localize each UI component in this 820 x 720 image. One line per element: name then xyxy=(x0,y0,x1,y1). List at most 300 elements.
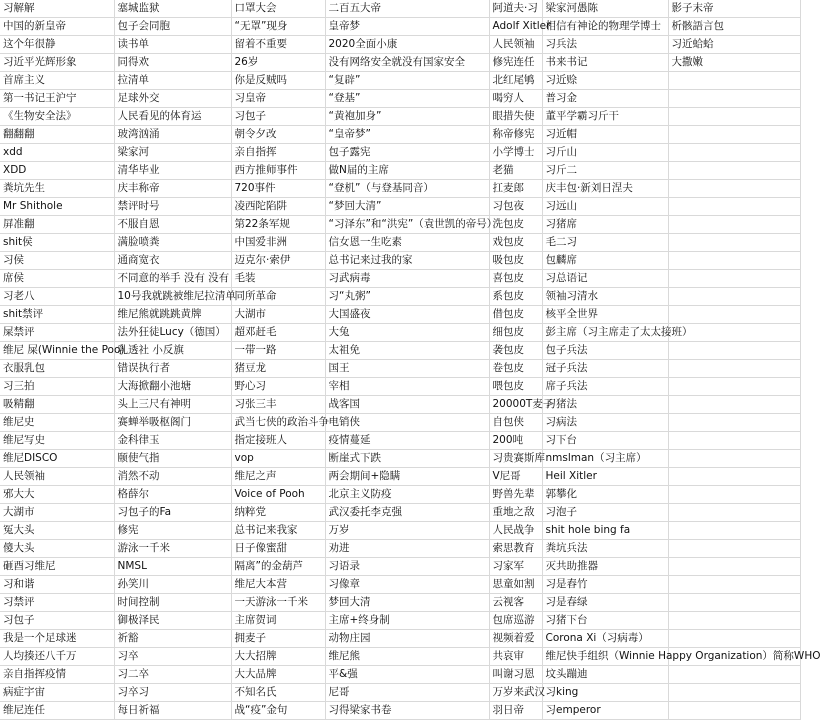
table-cell[interactable]: 习像章 xyxy=(325,576,489,594)
table-cell[interactable]: 祈豁 xyxy=(114,630,231,648)
table-cell[interactable]: 毛装 xyxy=(231,270,325,288)
table-cell[interactable]: 玻湾汹涌 xyxy=(114,126,231,144)
table-cell[interactable] xyxy=(668,342,800,360)
table-cell[interactable]: 老猫 xyxy=(489,162,542,180)
table-cell[interactable]: 时间控制 xyxy=(114,594,231,612)
table-cell[interactable]: 包席巡游 xyxy=(489,612,542,630)
table-cell[interactable]: 大海掀翻小池塘 xyxy=(114,378,231,396)
table-cell[interactable] xyxy=(668,360,800,378)
table-cell[interactable]: 日子像蜜甜 xyxy=(231,540,325,558)
table-cell[interactable] xyxy=(668,558,800,576)
table-cell[interactable]: 包子露宪 xyxy=(325,144,489,162)
table-cell[interactable]: 戏包皮 xyxy=(489,234,542,252)
table-row xyxy=(0,486,800,504)
table-cell[interactable]: 断崖式下跌 xyxy=(325,450,489,468)
table-cell[interactable]: 同得欢 xyxy=(114,54,231,72)
table-cell[interactable]: 傻大头 xyxy=(0,540,114,558)
table-cell[interactable]: 习包子 xyxy=(0,612,114,630)
table-cell[interactable] xyxy=(668,540,800,558)
table-cell[interactable]: 你是反贼吗 xyxy=(231,72,325,90)
table-row xyxy=(0,450,800,468)
table-row xyxy=(0,126,800,144)
table-cell[interactable]: 庆丰包·新刘日涅夫 xyxy=(542,180,668,198)
table-cell[interactable]: 朝令夕改 xyxy=(231,126,325,144)
table-cell[interactable] xyxy=(668,234,800,252)
table-cell[interactable] xyxy=(668,684,800,702)
table-cell[interactable]: 包麟席 xyxy=(542,252,668,270)
table-cell[interactable]: 720事件 xyxy=(231,180,325,198)
table-cell[interactable]: 清华毕业 xyxy=(114,162,231,180)
table-cell[interactable]: 中国爱非洲 xyxy=(231,234,325,252)
table-cell[interactable]: Voice of Pooh xyxy=(231,486,325,504)
table-cell[interactable]: 战客国 xyxy=(325,396,489,414)
table-cell[interactable]: 人民领袖 xyxy=(489,36,542,54)
table-cell[interactable]: 习猪席 xyxy=(542,216,668,234)
table-cell[interactable]: 坟头蹦迪 xyxy=(542,666,668,684)
table-cell[interactable]: 塞城监狱 xyxy=(114,0,231,18)
table-row xyxy=(0,702,800,720)
table-cell[interactable]: “登基” xyxy=(325,90,489,108)
table-cell[interactable]: Mr Shithole xyxy=(0,198,114,216)
table-cell[interactable]: 口罩大会 xyxy=(231,0,325,18)
table-cell[interactable]: “无罩”现身 xyxy=(231,18,325,36)
table-cell[interactable]: 人民战争 xyxy=(489,522,542,540)
table-cell[interactable]: 猪豆龙 xyxy=(231,360,325,378)
table-cell[interactable]: 宰相 xyxy=(325,378,489,396)
table-row xyxy=(0,630,800,648)
table-cell[interactable]: 读书单 xyxy=(114,36,231,54)
table-cell[interactable]: 赛蝉举吸枢阁门 xyxy=(114,414,231,432)
table-cell[interactable]: 习包夜 xyxy=(489,198,542,216)
table-cell[interactable]: 屏准翻 xyxy=(0,216,114,234)
table-cell[interactable]: shit禁评 xyxy=(0,306,114,324)
table-row xyxy=(0,216,800,234)
table-cell[interactable]: 维尼 屎(Winnie the Poo) xyxy=(0,342,114,360)
table-cell[interactable]: Adolf Xitler xyxy=(489,18,542,36)
table-cell[interactable]: 人民领袖 xyxy=(0,468,114,486)
table-cell[interactable]: 系包皮 xyxy=(489,288,542,306)
table-cell[interactable]: 26岁 xyxy=(231,54,325,72)
table-cell[interactable]: 总书记来过我的家 xyxy=(325,252,489,270)
table-cell[interactable]: 习三拍 xyxy=(0,378,114,396)
table-cell[interactable]: V尼哥 xyxy=(489,468,542,486)
table-cell[interactable]: 病症宇宙 xyxy=(0,684,114,702)
table-cell[interactable]: 影子末帝 xyxy=(668,0,800,18)
table-cell[interactable]: 习张三丰 xyxy=(231,396,325,414)
table-cell[interactable]: 大湖市 xyxy=(231,306,325,324)
table-cell[interactable] xyxy=(668,270,800,288)
table-cell[interactable]: 不知名氏 xyxy=(231,684,325,702)
table-cell[interactable]: 习贵赛斯库 xyxy=(489,450,542,468)
table-cell[interactable]: 习近赊 xyxy=(542,72,668,90)
table-cell[interactable]: vop xyxy=(231,450,325,468)
table-cell[interactable]: 维尼史 xyxy=(0,414,114,432)
table-cell[interactable]: 重地之敌 xyxy=(489,504,542,522)
table-cell[interactable]: 中国的新皇帝 xyxy=(0,18,114,36)
table-cell[interactable]: 习king xyxy=(542,684,668,702)
table-cell[interactable]: 错误执行者 xyxy=(114,360,231,378)
table-cell[interactable]: 习侯 xyxy=(0,252,114,270)
table-cell[interactable]: 共哀审 xyxy=(489,648,542,666)
table-cell[interactable]: 书来书记 xyxy=(542,54,668,72)
table-cell[interactable]: 席子兵法 xyxy=(542,378,668,396)
table-cell[interactable]: 包子会同胞 xyxy=(114,18,231,36)
table-cell[interactable]: 禁评时号 xyxy=(114,198,231,216)
table-cell[interactable]: 邪大大 xyxy=(0,486,114,504)
table-cell[interactable]: 大大招牌 xyxy=(231,648,325,666)
table-cell[interactable] xyxy=(668,630,800,648)
table-cell[interactable]: 阿道夫·习 xyxy=(489,0,542,18)
table-cell[interactable]: 习和谐 xyxy=(0,576,114,594)
table-cell[interactable]: 衣服乳包 xyxy=(0,360,114,378)
table-cell[interactable] xyxy=(668,288,800,306)
table-cell[interactable] xyxy=(668,90,800,108)
table-cell[interactable]: 眼措失使 xyxy=(489,108,542,126)
table-cell[interactable]: 视频着爱 xyxy=(489,630,542,648)
table-cell[interactable]: 不同意的举手 没有 没有 xyxy=(114,270,231,288)
table-cell[interactable]: 习包子 xyxy=(231,108,325,126)
table-cell[interactable]: 野心习 xyxy=(231,378,325,396)
table-row xyxy=(0,504,800,522)
table-cell[interactable]: 金科律玉 xyxy=(114,432,231,450)
table-cell[interactable]: 10号我就跳被维尼拉清单 xyxy=(114,288,231,306)
table-cell[interactable]: 人民看见的体育运 xyxy=(114,108,231,126)
table-cell[interactable]: 袭包皮 xyxy=(489,342,542,360)
table-cell[interactable]: 太祖免 xyxy=(325,342,489,360)
table-cell[interactable]: 拉清单 xyxy=(114,72,231,90)
table-cell[interactable]: 一带一路 xyxy=(231,342,325,360)
table-cell[interactable]: 野兽先辈 xyxy=(489,486,542,504)
table-cell[interactable]: 没有网络安全就没有国家安全 xyxy=(325,54,489,72)
table-cell[interactable] xyxy=(668,414,800,432)
table-cell[interactable]: 习近平光辉形象 xyxy=(0,54,114,72)
table-row xyxy=(0,288,800,306)
table-cell[interactable]: 屎禁评 xyxy=(0,324,114,342)
table-cell[interactable]: 相信有神论的物理学博士 xyxy=(542,18,668,36)
table-row xyxy=(0,342,800,360)
table-cell[interactable]: 习“丸粥” xyxy=(325,288,489,306)
table-cell[interactable]: 万岁来武汉 xyxy=(489,684,542,702)
table-cell[interactable]: 主席+终身制 xyxy=(325,612,489,630)
table-cell[interactable] xyxy=(668,522,800,540)
table-cell[interactable]: 战“疫”金句 xyxy=(231,702,325,720)
table-cell[interactable]: 维尼连任 xyxy=(0,702,114,720)
table-cell[interactable]: 习斤二 xyxy=(542,162,668,180)
table-cell[interactable]: Heil Xitler xyxy=(542,468,668,486)
table-cell[interactable]: Corona Xi（习病毒） xyxy=(542,630,668,648)
table-cell[interactable]: 维尼熊就跳跳黄牌 xyxy=(114,306,231,324)
table-cell[interactable]: 大国盛夜 xyxy=(325,306,489,324)
table-cell[interactable]: 这个年很静 xyxy=(0,36,114,54)
table-cell[interactable]: 二百五大帝 xyxy=(325,0,489,18)
table-cell[interactable]: 梁家河愚陈 xyxy=(542,0,668,18)
table-cell[interactable]: 万岁 xyxy=(325,522,489,540)
table-cell[interactable]: 留着不重要 xyxy=(231,36,325,54)
table-cell[interactable]: 卷包皮 xyxy=(489,360,542,378)
table-cell[interactable]: 孙笑川 xyxy=(114,576,231,594)
table-cell[interactable]: 粪坑兵法 xyxy=(542,540,668,558)
table-cell[interactable]: 习远山 xyxy=(542,198,668,216)
table-cell[interactable]: 习解解 xyxy=(0,0,114,18)
table-cell[interactable]: 尼哥 xyxy=(325,684,489,702)
table-cell[interactable]: 庆丰称帝 xyxy=(114,180,231,198)
table-cell[interactable]: 习猪法 xyxy=(542,396,668,414)
table-cell[interactable]: 维尼熊 xyxy=(325,648,489,666)
table-cell[interactable]: 吸精翻 xyxy=(0,396,114,414)
table-cell[interactable] xyxy=(668,198,800,216)
table-cell[interactable]: 索思教育 xyxy=(489,540,542,558)
table-cell[interactable]: 吸包皮 xyxy=(489,252,542,270)
table-cell[interactable]: 席侯 xyxy=(0,270,114,288)
table-cell[interactable]: 借包皮 xyxy=(489,306,542,324)
table-cell[interactable]: “黄袍加身” xyxy=(325,108,489,126)
table-cell[interactable]: 习老八 xyxy=(0,288,114,306)
table-cell[interactable]: 纳粹党 xyxy=(231,504,325,522)
table-cell[interactable]: 梁家河 xyxy=(114,144,231,162)
table-row xyxy=(0,234,800,252)
table-cell[interactable]: shit侯 xyxy=(0,234,114,252)
table-cell[interactable]: 御极泽民 xyxy=(114,612,231,630)
table-cell[interactable]: 习家军 xyxy=(489,558,542,576)
table-cell[interactable]: 包子兵法 xyxy=(542,342,668,360)
table-cell[interactable]: 喝穷人 xyxy=(489,90,542,108)
table-cell[interactable]: 砸酉习维尼 xyxy=(0,558,114,576)
table-cell[interactable]: 习近蛤蛤 xyxy=(668,36,800,54)
table-cell[interactable]: 头上三尺有神明 xyxy=(114,396,231,414)
table-cell[interactable]: 动物庄园 xyxy=(325,630,489,648)
table-cell[interactable]: 维尼写史 xyxy=(0,432,114,450)
table-cell[interactable]: 维尼之声 xyxy=(231,468,325,486)
table-cell[interactable]: 小学博士 xyxy=(489,144,542,162)
table-cell[interactable]: 迈克尔·索伊 xyxy=(231,252,325,270)
table-cell[interactable]: “复辟” xyxy=(325,72,489,90)
table-cell[interactable]: 彭主席（习主席走了太太接班） xyxy=(542,324,668,342)
table-cell[interactable]: 2020全面小康 xyxy=(325,36,489,54)
table-cell[interactable] xyxy=(668,252,800,270)
table-cell[interactable]: 习卒习 xyxy=(114,684,231,702)
table-cell[interactable]: 修宪连任 xyxy=(489,54,542,72)
table-cell[interactable]: 核平全世界 xyxy=(542,306,668,324)
table-cell[interactable] xyxy=(668,666,800,684)
table-cell[interactable]: 大撒嫩 xyxy=(668,54,800,72)
table-cell[interactable]: 一天游泳一千米 xyxy=(231,594,325,612)
table-cell[interactable]: 习近帽 xyxy=(542,126,668,144)
table-cell[interactable]: 大湖市 xyxy=(0,504,114,522)
table-cell[interactable] xyxy=(668,108,800,126)
table-cell[interactable]: 析骸語言包 xyxy=(668,18,800,36)
table-cell[interactable] xyxy=(668,702,800,720)
table-cell[interactable]: 同所革命 xyxy=(231,288,325,306)
table-cell[interactable]: 习武病毒 xyxy=(325,270,489,288)
table-cell[interactable]: 凌西陀陷阱 xyxy=(231,198,325,216)
table-cell[interactable] xyxy=(668,468,800,486)
table-cell[interactable]: 习斤山 xyxy=(542,144,668,162)
table-cell[interactable] xyxy=(668,72,800,90)
table-cell[interactable]: 不服自恩 xyxy=(114,216,231,234)
table-cell[interactable]: 通商宽衣 xyxy=(114,252,231,270)
table-cell[interactable]: 习兵法 xyxy=(542,36,668,54)
table-cell[interactable]: 每日祈福 xyxy=(114,702,231,720)
table-cell[interactable] xyxy=(668,576,800,594)
table-cell[interactable]: 领袖习清水 xyxy=(542,288,668,306)
table-cell[interactable] xyxy=(668,450,800,468)
table-cell[interactable]: 亲自指挥疫情 xyxy=(0,666,114,684)
table-row xyxy=(0,306,800,324)
table-cell[interactable] xyxy=(668,378,800,396)
table-cell[interactable]: 我是一个足球迷 xyxy=(0,630,114,648)
table-cell[interactable]: 梦回大清 xyxy=(325,594,489,612)
table-row xyxy=(0,666,800,684)
table-cell[interactable]: 普习金 xyxy=(542,90,668,108)
table-cell[interactable]: 冠子兵法 xyxy=(542,360,668,378)
table-cell[interactable]: 喜包皮 xyxy=(489,270,542,288)
table-cell[interactable]: 200吨 xyxy=(489,432,542,450)
table-cell[interactable]: 隔离”的金葫芦 xyxy=(231,558,325,576)
table-cell[interactable]: 细包皮 xyxy=(489,324,542,342)
table-row xyxy=(0,0,800,18)
table-cell[interactable]: 皇帝梦 xyxy=(325,18,489,36)
table-cell[interactable]: 拥麦子 xyxy=(231,630,325,648)
table-cell[interactable]: 主席贺词 xyxy=(231,612,325,630)
table-cell[interactable]: 北红尾鸲 xyxy=(489,72,542,90)
table-cell[interactable]: 习是春绿 xyxy=(542,594,668,612)
table-cell[interactable]: 人均揍还八千万 xyxy=(0,648,114,666)
table-cell[interactable]: 超邓赶毛 xyxy=(231,324,325,342)
table-cell[interactable]: 大兔 xyxy=(325,324,489,342)
table-cell[interactable]: 第一书记王沪宁 xyxy=(0,90,114,108)
table-cell[interactable]: 格薛尔 xyxy=(114,486,231,504)
table-cell[interactable]: 北京主义防疫 xyxy=(325,486,489,504)
table-cell[interactable]: 羽日帝 xyxy=(489,702,542,720)
table-cell[interactable]: 习禁评 xyxy=(0,594,114,612)
table-row xyxy=(0,324,800,342)
table-cell[interactable]: XDD xyxy=(0,162,114,180)
table-cell[interactable]: 云视客 xyxy=(489,594,542,612)
table-cell[interactable]: 洗包皮 xyxy=(489,216,542,234)
table-cell[interactable]: 喂包皮 xyxy=(489,378,542,396)
table-cell[interactable] xyxy=(668,612,800,630)
table-cell[interactable]: 习emperor xyxy=(542,702,668,720)
table-cell[interactable]: 习二卒 xyxy=(114,666,231,684)
table-cell[interactable]: 毛二习 xyxy=(542,234,668,252)
table-cell[interactable]: 亲自指挥 xyxy=(231,144,325,162)
table-row xyxy=(0,414,800,432)
table-row xyxy=(0,36,800,54)
table-cell[interactable]: 做N届的主席 xyxy=(325,162,489,180)
table-cell[interactable]: 法外狂徒Lucy（德国） xyxy=(114,324,231,342)
table-row xyxy=(0,252,800,270)
table-cell[interactable]: 习病法 xyxy=(542,414,668,432)
table-cell[interactable]: 疫情蔓延 xyxy=(325,432,489,450)
table-cell[interactable]: “习泽东”和“洪宪”（袁世凯的帝号） xyxy=(325,216,489,234)
table-cell[interactable]: 西方推师事件 xyxy=(231,162,325,180)
table-cell[interactable]: 习总语记 xyxy=(542,270,668,288)
table-cell[interactable]: 总书记来我家 xyxy=(231,522,325,540)
table-cell[interactable] xyxy=(668,486,800,504)
table-cell[interactable]: 游泳一千米 xyxy=(114,540,231,558)
table-cell[interactable] xyxy=(668,144,800,162)
table-cell[interactable]: 两会期间+隐瞒 xyxy=(325,468,489,486)
table-cell[interactable]: 乳透社 小反旗 xyxy=(114,342,231,360)
table-cell[interactable] xyxy=(668,162,800,180)
table-row xyxy=(0,468,800,486)
table-cell[interactable]: 信女恩一生吃素 xyxy=(325,234,489,252)
table-row xyxy=(0,576,800,594)
table-cell[interactable]: 《生物安全法》 xyxy=(0,108,114,126)
table-cell[interactable]: 修宪 xyxy=(114,522,231,540)
table-cell[interactable]: 维尼大本营 xyxy=(231,576,325,594)
table-cell[interactable]: 劝进 xyxy=(325,540,489,558)
table-cell[interactable]: nmslman（习主席） xyxy=(542,450,668,468)
table-cell[interactable]: 粪坑先生 xyxy=(0,180,114,198)
table-cell[interactable] xyxy=(668,126,800,144)
table-cell[interactable]: 扛麦郎 xyxy=(489,180,542,198)
table-cell[interactable]: 习卒 xyxy=(114,648,231,666)
table-cell[interactable]: 叫谢习恩 xyxy=(489,666,542,684)
table-row xyxy=(0,540,800,558)
table-cell[interactable]: 习下台 xyxy=(542,432,668,450)
table-cell[interactable]: “梦回大清” xyxy=(325,198,489,216)
table-cell[interactable] xyxy=(668,306,800,324)
table-cell[interactable]: 武汉委托李克强 xyxy=(325,504,489,522)
table-cell[interactable]: 习语录 xyxy=(325,558,489,576)
table-cell[interactable] xyxy=(668,594,800,612)
table-cell[interactable]: 足球外交 xyxy=(114,90,231,108)
table-cell[interactable]: 冤大头 xyxy=(0,522,114,540)
table-cell[interactable]: 电销侠 xyxy=(325,414,489,432)
table-cell[interactable]: 第22条军规 xyxy=(231,216,325,234)
table-cell[interactable]: 习得梁家书卷 xyxy=(325,702,489,720)
table-cell[interactable]: 国王 xyxy=(325,360,489,378)
table-cell[interactable]: xdd xyxy=(0,144,114,162)
table-cell[interactable]: 满脸喷粪 xyxy=(114,234,231,252)
table-cell[interactable]: 灭共助推器 xyxy=(542,558,668,576)
table-cell[interactable]: 习包子的Fa xyxy=(114,504,231,522)
table-cell[interactable] xyxy=(668,180,800,198)
table-cell[interactable]: 20000T麦子 xyxy=(489,396,542,414)
table-cell[interactable] xyxy=(668,504,800,522)
table-cell[interactable]: 平&强 xyxy=(325,666,489,684)
table-cell[interactable]: 习皇帝 xyxy=(231,90,325,108)
table-cell[interactable]: 董平学霸习斤干 xyxy=(542,108,668,126)
table-cell[interactable]: NMSL xyxy=(114,558,231,576)
table-cell[interactable] xyxy=(668,216,800,234)
table-cell[interactable]: 消然不动 xyxy=(114,468,231,486)
table-cell[interactable]: 习泡子 xyxy=(542,504,668,522)
table-cell[interactable]: 自包侠 xyxy=(489,414,542,432)
table-cell[interactable]: 郭攀化 xyxy=(542,486,668,504)
table-cell[interactable] xyxy=(668,432,800,450)
table-cell[interactable]: shit hole bing fa xyxy=(542,522,668,540)
table-row xyxy=(0,180,800,198)
table-cell[interactable] xyxy=(668,396,800,414)
table-cell[interactable]: 首席主义 xyxy=(0,72,114,90)
table-cell[interactable]: 思童如割 xyxy=(489,576,542,594)
table-cell[interactable]: 习是舂竹 xyxy=(542,576,668,594)
table-cell[interactable]: 指定接班人 xyxy=(231,432,325,450)
table-cell[interactable]: 颐使气指 xyxy=(114,450,231,468)
table-cell[interactable]: 习猪下台 xyxy=(542,612,668,630)
table-row xyxy=(0,270,800,288)
table-cell[interactable]: 维尼快手组织（Winnie Happy Organization）简称WHO xyxy=(542,648,668,666)
table-cell[interactable]: 维尼DISCO xyxy=(0,450,114,468)
table-cell[interactable]: 翻翻翻 xyxy=(0,126,114,144)
table-cell[interactable]: 武当七侠的政治斗争 xyxy=(231,414,325,432)
table-cell[interactable]: 大大品牌 xyxy=(231,666,325,684)
table-cell[interactable]: 称帝修宪 xyxy=(489,126,542,144)
table-cell[interactable]: “皇帝梦” xyxy=(325,126,489,144)
table-cell[interactable]: “登机”（与登基同音） xyxy=(325,180,489,198)
